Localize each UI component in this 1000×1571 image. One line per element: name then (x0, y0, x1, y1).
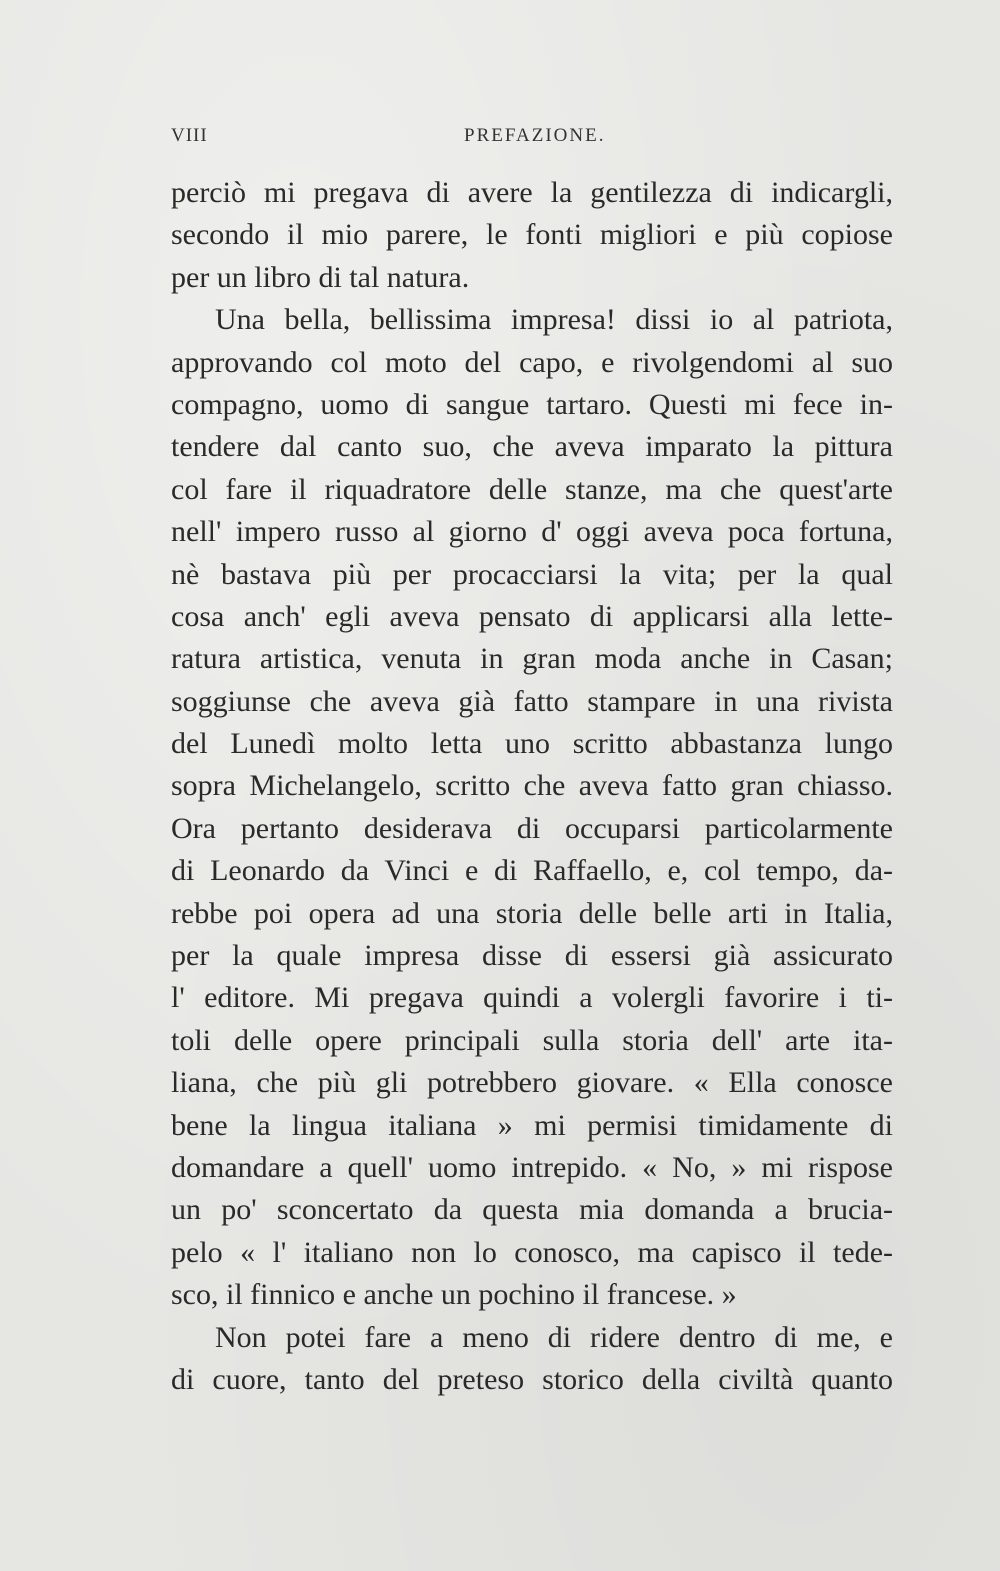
text-line: ratura artistica, venuta in gran moda anche in Casan; (171, 642, 893, 676)
text-line: nè bastava più per procacciarsi la vita; per la qual (171, 557, 893, 591)
text-line: nell' impero russo al giorno d' oggi aveva poca fortuna, (171, 515, 893, 549)
text-line: tendere dal canto suo, che aveva imparato la pittura (171, 430, 893, 464)
running-title: PREFAZIONE. (464, 125, 606, 146)
text-line: Una bella, bellissima impresa! dissi io al patriota, (215, 303, 893, 337)
text-line: soggiunse che aveva già fatto stampare in una rivista (171, 684, 893, 718)
text-line: per un libro di tal natura. (171, 260, 470, 294)
text-line: cosa anch' egli aveva pensato di applicarsi alla lette- (171, 599, 893, 633)
text-line: secondo il mio parere, le fonti migliori e più copiose (171, 218, 893, 252)
text-line: un po' sconcertato da questa mia domanda a brucia- (171, 1193, 893, 1227)
text-line: Ora pertanto desiderava di occuparsi particolarmente (171, 811, 893, 845)
text-line: rebbe poi opera ad una storia delle belle arti in Italia, (171, 896, 893, 930)
text-line: sopra Michelangelo, scritto che aveva fatto gran chiasso. (171, 769, 893, 803)
text-line: Non potei fare a meno di ridere dentro di me, e (215, 1320, 893, 1354)
text-line: pelo « l' italiano non lo conosco, ma capisco il tede- (171, 1235, 893, 1269)
text-line: sco, il finnico e anche un pochino il francese. » (171, 1278, 737, 1312)
text-line: per la quale impresa disse di essersi già assicurato (171, 939, 893, 973)
text-line: compagno, uomo di sangue tartaro. Questi mi fece in- (171, 387, 893, 421)
running-head (171, 125, 891, 149)
text-line: domandare a quell' uomo intrepido. « No, » mi rispose (171, 1150, 893, 1184)
text-line: l' editore. Mi pregava quindi a volergli favorire i ti- (171, 981, 893, 1015)
text-line: bene la lingua italiana » mi permisi timidamente di (171, 1108, 893, 1142)
page-number: VIII (171, 125, 208, 146)
text-line: liana, che più gli potrebbero giovare. « Ella conosce (171, 1066, 893, 1100)
text-line: col fare il riquadratore delle stanze, ma che quest'arte (171, 472, 893, 506)
body-text (171, 172, 893, 1401)
text-line: di Leonardo da Vinci e di Raffaello, e, col tempo, da- (171, 854, 893, 888)
text-line: perciò mi pregava di avere la gentilezza di indicargli, (171, 176, 893, 209)
text-line: di cuore, tanto del preteso storico della civiltà quanto (171, 1362, 893, 1396)
text-line: del Lunedì molto letta uno scritto abbastanza lungo (171, 727, 893, 761)
text-line: toli delle opere principali sulla storia dell' arte ita- (171, 1023, 893, 1057)
text-line: approvando col moto del capo, e rivolgendomi al suo (171, 345, 893, 379)
